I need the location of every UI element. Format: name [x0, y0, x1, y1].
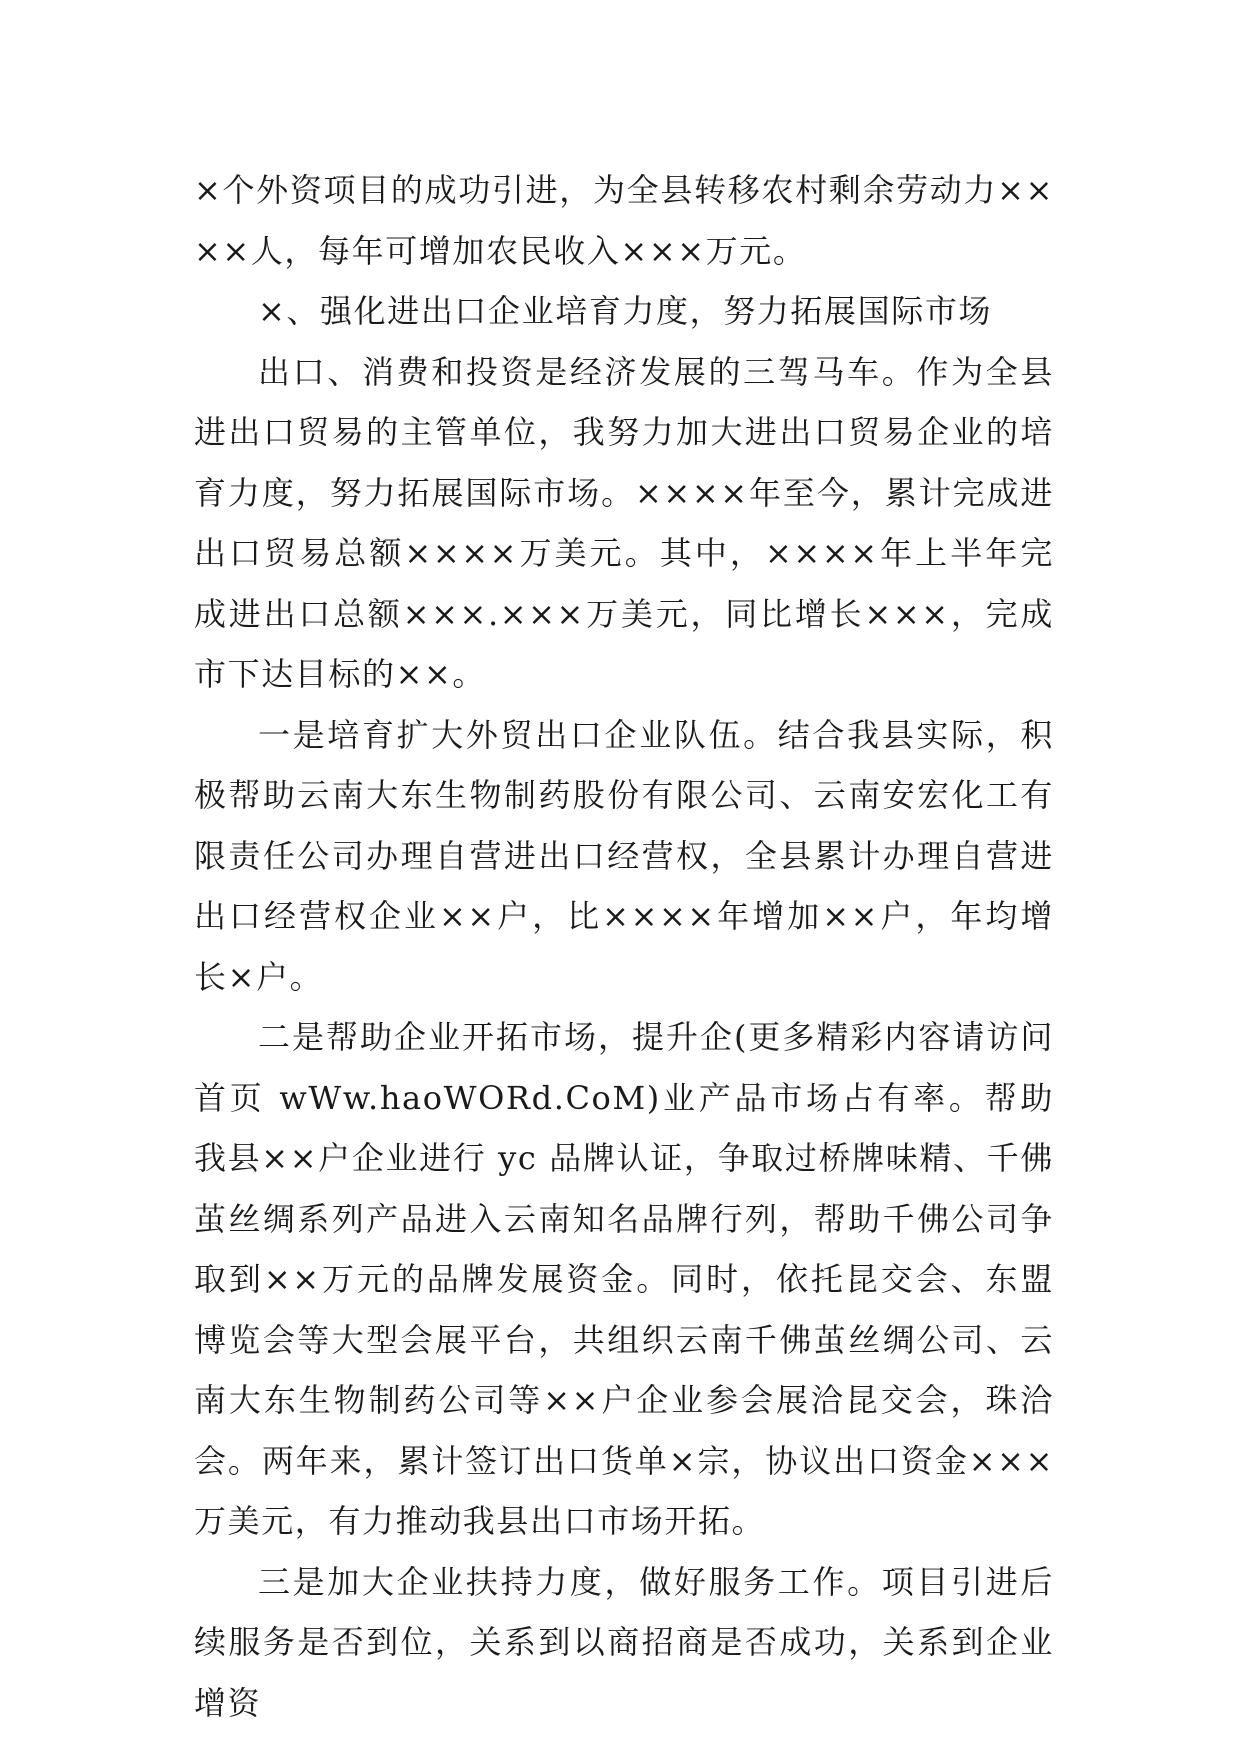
document-body	[194, 160, 1054, 1733]
section-heading: ×、强化进出口企业培育力度，努力拓展国际市场	[258, 292, 993, 330]
paragraph-point-one: 一是培育扩大外贸出口企业队伍。结合我县实际，积极帮助云南大东生物制药股份有限公司、云南安宏化工有限责任公司办理自营进出口经营权，全县累计办理自营进出口经营权企业××户，比××××年增加××户，年均增长×户。	[194, 715, 1054, 996]
paragraph-continuation: ×个外资项目的成功引进，为全县转移农村剩余劳动力××××人，每年可增加农民收入×××万元。	[194, 171, 1054, 270]
paragraph-point-two: 二是帮助企业开拓市场，提升企(更多精彩内容请访问首页 wWw.haoWORd.CoM)业产品市场占有率。帮助我县××户企业进行 yc 品牌认证，争取过桥牌味精、千佛茧丝绸系列产品进入云南知名品牌行列，帮助千佛公司争取到××万元的品牌发展资金。同时，依托昆交会、东盟博览会等大型会展平台，共组织云南千佛茧丝绸公司、云南大东生物制药公司等××户企业参会展洽昆交会，珠洽会。两年来，累计签订出口货单×宗，协议出口资金×××万美元，有力推动我县出口市场开拓。	[194, 1018, 1054, 1540]
paragraph-export-overview: 出口、消费和投资是经济发展的三驾马车。作为全县进出口贸易的主管单位，我努力加大进出口贸易企业的培育力度，努力拓展国际市场。××××年至今，累计完成进出口贸易总额××××万美元。其中，××××年上半年完成进出口总额×××.×××万美元，同比增长×××，完成市下达目标的××。	[194, 352, 1054, 693]
paragraph-point-three: 三是加大企业扶持力度，做好服务工作。项目引进后续服务是否到位，关系到以商招商是否成功，关系到企业增资	[194, 1562, 1054, 1722]
